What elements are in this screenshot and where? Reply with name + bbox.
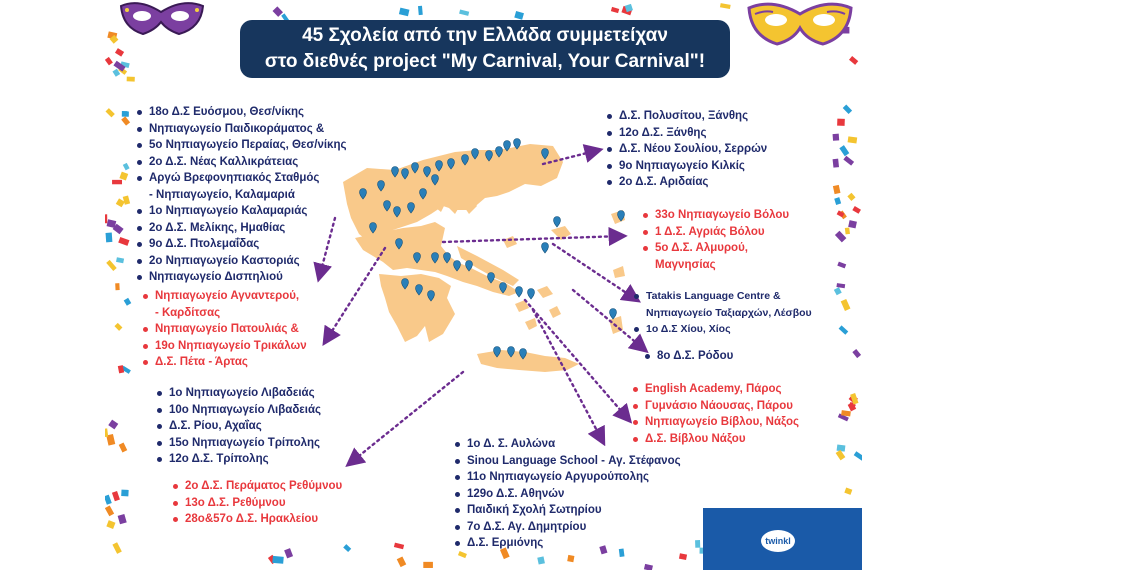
list-item: 2ο Νηπιαγωγείο Καστοριάς [135, 253, 346, 270]
list-item: Νηπιαγωγείο Παιδικοράματος & [135, 121, 346, 138]
list-item: Δ.Σ. Ρίου, Αχαΐας [155, 418, 321, 435]
list-item: 2ο Δ.Σ. Νέας Καλλικράτειας [135, 154, 346, 171]
list-item: Μαγνησίας [655, 258, 716, 271]
list-item: 12ο Δ.Σ. Τρίπολης [155, 451, 321, 468]
carnival-poster [105, 0, 862, 570]
list-item: English Academy, Πάρος [631, 381, 799, 398]
mask-purple-icon [117, 0, 207, 40]
list-item: Δ.Σ. Πολυσίτου, Ξάνθης [605, 108, 767, 125]
list-item: Δ.Σ. Βίβλου Νάξου [631, 431, 799, 448]
list-item: Δ.Σ. Νέου Σουλίου, Σερρών [605, 141, 767, 158]
list-item: 1ο Νηπιαγωγείο Λιβαδειάς [155, 385, 321, 402]
list-rhodes [643, 348, 733, 365]
list-item: 12ο Δ.Σ. Ξάνθης [605, 125, 767, 142]
list-item: Νηπιαγωγείο Δισπηλιού [135, 269, 346, 286]
list-item: 129ο Δ.Σ. Αθηνών [453, 486, 681, 503]
list-item: 13ο Δ.Σ. Ρεθύμνου [171, 495, 342, 512]
list-north-west [135, 104, 346, 286]
list-item: Δ.Σ. Πέτα - Άρτας [141, 354, 307, 371]
title-banner [240, 20, 730, 78]
list-item: 1 Δ.Σ. Αγριάς Βόλου [641, 224, 789, 241]
location-pin-icon [528, 289, 535, 300]
list-item: Sinou Language School - Αγ. Στέφανος [453, 453, 681, 470]
list-item: 7ο Δ.Σ. Αγ. Δημητρίου [453, 519, 681, 536]
mainland-shape [343, 144, 625, 372]
list-item: Αργώ Βρεφονηπιακός Σταθμός [135, 170, 346, 187]
list-peloponnese [155, 385, 321, 468]
list-item: 5ο Νηπιαγωγείο Περαίας, Θεσ/νίκης [135, 137, 346, 154]
list-item: Νηπιαγωγείο Πατουλιάς & [141, 321, 307, 338]
list-item: 1ο Νηπιαγωγείο Καλαμαριάς [135, 203, 346, 220]
list-item: 1ο Δ. Σ. Αυλώνα [453, 436, 681, 453]
list-item: 9ο Δ.Σ. Πτολεμαΐδας [135, 236, 346, 253]
list-item: 2ο Δ.Σ. Περάματος Ρεθύμνου [171, 478, 342, 495]
list-item: Tatakis Language Centre & [632, 288, 812, 305]
location-pin-icon [554, 217, 561, 227]
list-islands-north [632, 288, 812, 338]
list-item: Νηπιαγωγείο Αγναντερού, [141, 288, 307, 305]
list-volos [641, 207, 789, 273]
twinkl-logo-icon: twinkl [761, 530, 795, 552]
list-item: 2ο Δ.Σ. Μελίκης, Ημαθίας [135, 220, 346, 237]
twinkl-brand-box [703, 508, 862, 570]
list-item: Νηπιαγωγείο Βίβλου, Νάξος [631, 414, 799, 431]
list-item: Γυμνάσιο Νάουσας, Πάρου [631, 398, 799, 415]
list-crete [171, 478, 342, 528]
list-item: - Νηπιαγωγείο, Καλαμαριά [149, 188, 295, 201]
list-item: 28ο&57ο Δ.Σ. Ηρακλείου [171, 511, 342, 528]
dotted-arrow-icon [533, 310, 603, 442]
list-item: Δ.Σ. Ερμιόνης [453, 535, 681, 552]
dotted-arrow-icon [349, 372, 463, 464]
list-item: 2ο Δ.Σ. Αριδαίας [605, 174, 767, 191]
list-north-east [605, 108, 767, 191]
list-item: 10ο Νηπιαγωγείο Λιβαδειάς [155, 402, 321, 419]
list-item: 19ο Νηπιαγωγείο Τρικάλων [141, 338, 307, 355]
list-item: 15ο Νηπιαγωγείο Τρίπολης [155, 435, 321, 452]
list-item: 9ο Νηπιαγωγείο Κιλκίς [605, 158, 767, 175]
title-line-2: στο διεθνές project "My Carnival, Your Carnival"! [264, 51, 706, 72]
list-item: 8ο Δ.Σ. Ρόδου [643, 348, 733, 365]
dotted-arrow-icon [443, 236, 623, 242]
mask-gold-icon [745, 0, 855, 48]
list-item: Νηπιαγωγείο Ταξιαρχών, Λέσβου [646, 306, 812, 319]
list-thessaly [141, 288, 307, 371]
list-item: 5ο Δ.Σ. Αλμυρού, [641, 240, 789, 257]
location-pin-icon [610, 309, 617, 320]
list-item: 18ο Δ.Σ Ευόσμου, Θεσ/νίκης [135, 104, 346, 121]
list-item: 33ο Νηπιαγωγείο Βόλου [641, 207, 789, 224]
title-line-1: 45 Σχολεία από την Ελλάδα συμμετείχαν [302, 25, 668, 46]
list-item: Παιδική Σχολή Σωτηρίου [453, 502, 681, 519]
location-pin-icon [542, 243, 549, 253]
list-item: 1ο Δ.Σ Χίου, Χίος [632, 321, 812, 338]
list-attica [453, 436, 681, 552]
location-pin-icon [516, 287, 523, 298]
dotted-arrow-icon [553, 244, 637, 300]
list-item: 11ο Νηπιαγωγείο Αργυρούπολης [453, 469, 681, 486]
list-item: - Καρδίτσας [155, 306, 221, 319]
